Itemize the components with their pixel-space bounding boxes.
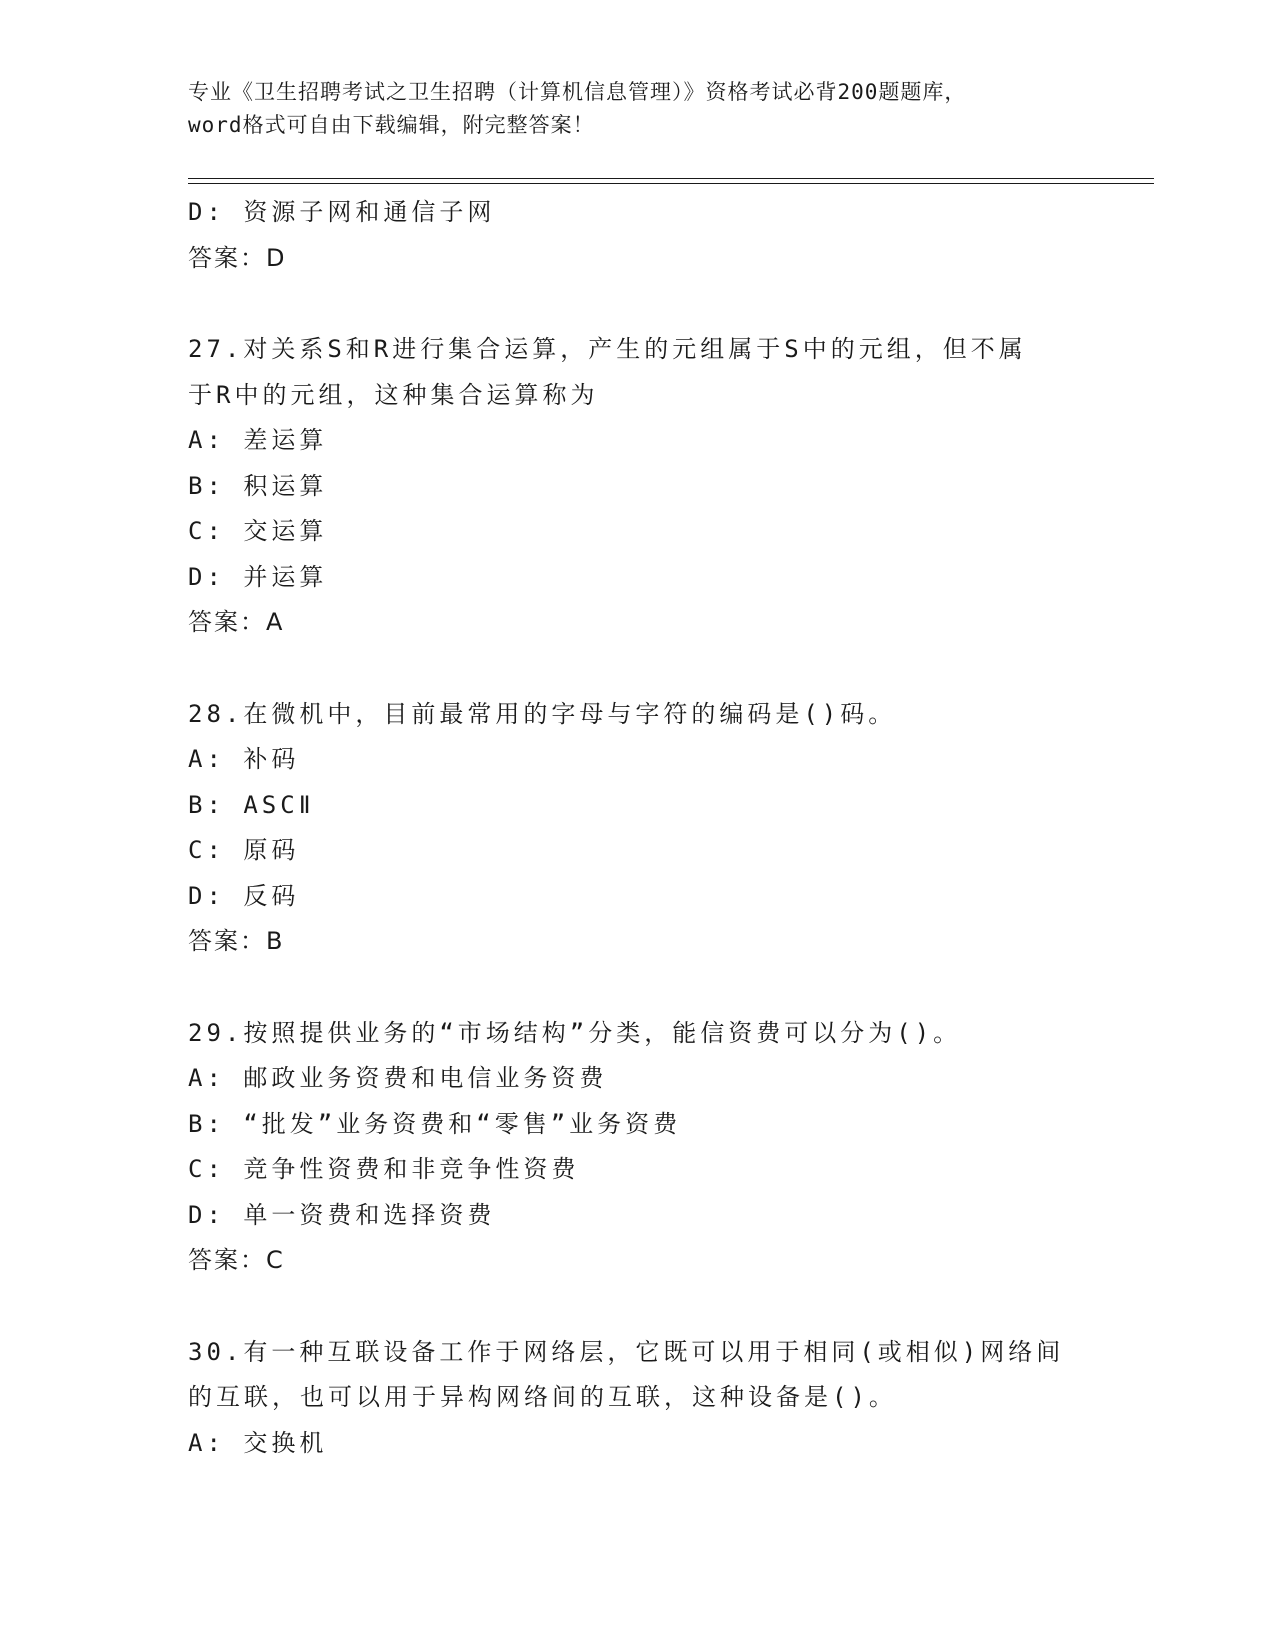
option-a: A: 交换机	[188, 1428, 328, 1457]
header-divider-bottom	[188, 183, 1154, 184]
spacer	[188, 281, 1088, 327]
option-c: C: 竞争性资费和非竞争性资费	[188, 1155, 580, 1183]
header-title-line-2: word格式可自由下载编辑，附完整答案！	[188, 113, 595, 137]
question-list	[188, 190, 1088, 1466]
option-d: D: 单一资费和选择资费	[188, 1200, 496, 1229]
question-stem-line-2: 的互联，也可以用于异构网络间的互联，这种设备是()。	[188, 1383, 897, 1411]
option-c: C: 交运算	[188, 517, 328, 545]
option-a: A: 差运算	[188, 426, 328, 454]
option-d: D: 并运算	[188, 562, 328, 591]
question-block-30	[188, 1330, 1088, 1467]
option-b: B: ASCⅡ	[188, 790, 315, 819]
spacer	[188, 1284, 1088, 1330]
option-a: A: 补码	[188, 745, 300, 773]
header-divider-top	[188, 178, 1154, 179]
question-stem-line-1: 30.有一种互联设备工作于网络层，它既可以用于相同(或相似)网络间	[188, 1337, 1065, 1366]
header-title-line-1: 专业《卫生招聘考试之卫生招聘（计算机信息管理）》资格考试必背200题题库，	[188, 80, 967, 104]
question-stem-line-1: 28.在微机中，目前最常用的字母与字符的编码是()码。	[188, 699, 897, 728]
question-block-29	[188, 1011, 1088, 1284]
answer-line: 答案：A	[188, 608, 285, 636]
option-c: C: 原码	[188, 836, 300, 864]
question-stem-line-1: 29.按照提供业务的“市场结构”分类，能信资费可以分为()。	[188, 1018, 962, 1047]
answer-line: 答案：D	[188, 243, 287, 272]
question-block-28	[188, 692, 1088, 965]
question-stem-line-1: 27.对关系S和R进行集合运算，产生的元组属于S中的元组，但不属	[188, 335, 1027, 363]
option-d: D: 资源子网和通信子网	[188, 198, 496, 226]
question-stem-line-2: 于R中的元组，这种集合运算称为	[188, 380, 599, 409]
option-d: D: 反码	[188, 881, 300, 910]
document-header	[188, 76, 1088, 142]
answer-line: 答案：C	[188, 1246, 285, 1274]
option-b: B: “批发”业务资费和“零售”业务资费	[188, 1109, 682, 1138]
question-block-26-tail	[188, 190, 1088, 281]
answer-line: 答案：B	[188, 927, 285, 955]
spacer	[188, 965, 1088, 1011]
spacer	[188, 646, 1088, 692]
question-block-27	[188, 327, 1088, 646]
option-a: A: 邮政业务资费和电信业务资费	[188, 1064, 608, 1092]
option-b: B: 积运算	[188, 471, 328, 500]
